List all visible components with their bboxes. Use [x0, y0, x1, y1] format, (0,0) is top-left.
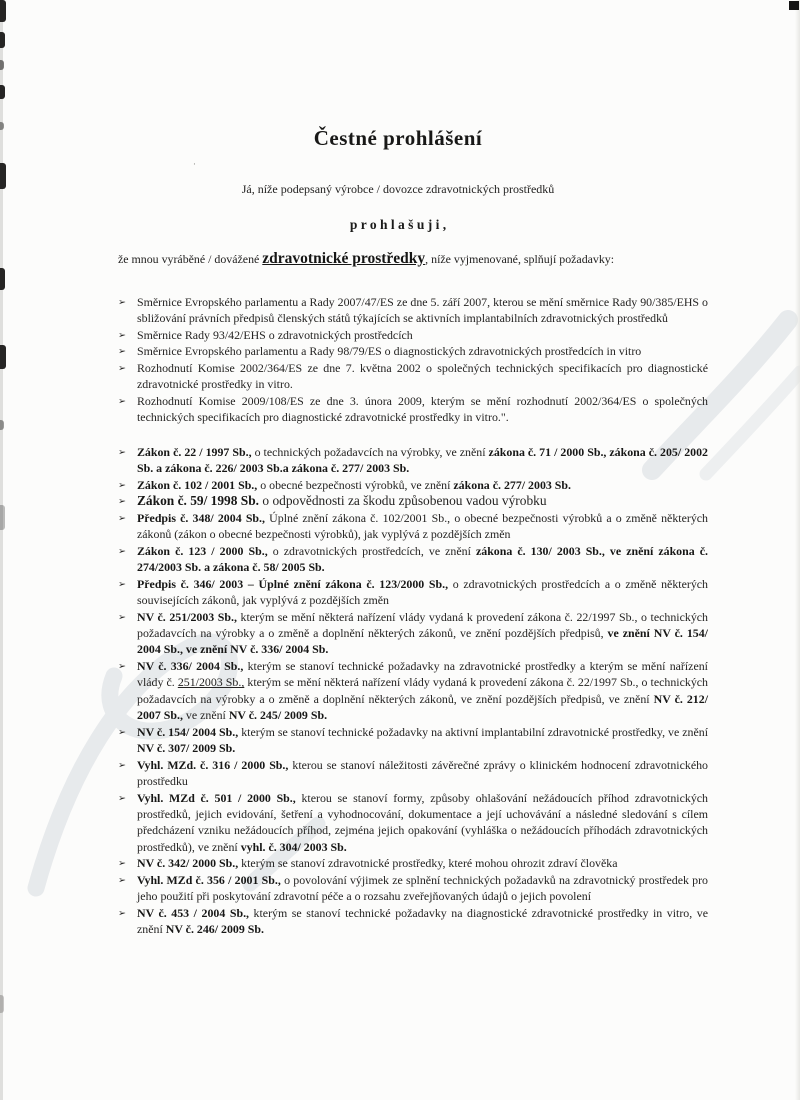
list-item [118, 393, 708, 426]
list-item-text: Vyhl. MZd. č. 316 / 2000 Sb., [137, 757, 289, 772]
bullet-arrow-icon: ➢ [118, 578, 126, 590]
list-item-text: kterým se stanoví technické požadavky na aktivní implantabilní zdravotnické prostředky, ve znění [238, 724, 709, 739]
list-item-text: o zdravotnických prostředcích a o změně některých souvisejících zákonů, jak vyplývá z pozdějších změn [137, 576, 708, 608]
list-item-text: Vyhl. MZd č. 501 / 2000 Sb., [137, 790, 296, 805]
intro-line: Já, níže podepsaný výrobce / dovozce zdravotnických prostředků [241, 182, 555, 196]
list-item [118, 790, 708, 856]
list-item [118, 343, 708, 359]
scan-artifact [0, 32, 5, 48]
list-item-text: NV č. 245/ 2009 Sb. [228, 708, 328, 723]
lead-in-emphasis: zdravotnické prostředky [262, 250, 426, 267]
bullet-arrow-icon: ➢ [118, 858, 126, 870]
bullet-arrow-icon: ➢ [118, 660, 126, 672]
bullet-arrow-icon: ➢ [118, 874, 126, 886]
bullet-arrow-icon: ➢ [118, 346, 126, 358]
list-item-text: Vyhl. MZd č. 356 / 2001 Sb., [137, 872, 281, 887]
scan-artifact [0, 85, 5, 99]
bullet-arrow-icon: ➢ [118, 297, 126, 308]
list-item-text: NV č. 154/ 2004 Sb., [137, 724, 239, 739]
list-item-text: kterým se stanoví technické požadavky na zdravotnické prostředky a kterým se mění nařízení vlády č. [137, 658, 708, 690]
scan-speck: · [193, 160, 196, 170]
list-item [118, 510, 708, 543]
bullet-arrow-icon: ➢ [118, 512, 126, 524]
list-item [118, 757, 708, 790]
bullet-arrow-icon: ➢ [118, 545, 126, 557]
bullet-arrow-icon: ➢ [118, 479, 126, 491]
list-item-text: 251/2003 Sb., [177, 675, 245, 690]
bullet-arrow-icon: ➢ [118, 792, 126, 804]
list-item-text: Směrnice Evropského parlamentu a Rady 2007/47/ES ze dne 5. září 2007, kterou se mění směrnice Rady 90/385/EHS o sbližování právních předpisů členských států týkajících se aktivních implantabilních zdravotnických prostředků [137, 295, 708, 326]
list-item-text: zákona č. 277/ 2003 Sb. [453, 477, 572, 492]
list-item-text: NV č. 336/ 2004 Sb., [137, 658, 244, 673]
list-item-text: kterým se mění některá nařízení vlády vydaná k provedení zákona č. 22/1997 Sb., o technických požadavcích na výrobky a o změně a doplnění některých zákonů, ve znění pozdějších předpisů, [137, 609, 708, 640]
list-item [118, 543, 708, 576]
list-item-text: Předpis č. 348/ 2004 Sb., [137, 510, 265, 525]
national-laws-list [118, 444, 708, 938]
list-item-text: Zákon č. 22 / 1997 Sb., [137, 445, 252, 459]
scan-artifact [0, 345, 6, 369]
list-item [118, 872, 708, 905]
scan-artifact [0, 163, 6, 189]
list-item-text: o obecné bezpečnosti výrobků, ve znění [257, 477, 454, 492]
bullet-arrow-icon: ➢ [118, 611, 126, 623]
list-item [118, 658, 708, 724]
list-item [118, 477, 708, 493]
declaration-word: p r o h l a š u j i , [349, 217, 447, 232]
list-item-text: o povolování výjimek ze splnění technických požadavků na zdravotnický prostředek pro jeho použití při poskytování zdravotní péče a o rozsahu zveřejňovaných údajů o jejich povolení [137, 872, 708, 904]
list-item-text: NV č. 251/2003 Sb., [137, 609, 237, 624]
list-item-text: kterou se stanoví náležitosti závěrečné zprávy o klinickém hodnocení zdravotnického prostředku [137, 757, 708, 789]
bullet-arrow-icon: ➢ [118, 395, 126, 407]
scan-artifact [0, 505, 5, 530]
list-item-text: NV č. 342/ 2000 Sb., [137, 856, 239, 871]
list-item [118, 905, 708, 938]
eu-directives-list [118, 294, 708, 426]
scan-edge-shadow [795, 0, 800, 1100]
list-item [118, 609, 708, 658]
list-item-text: ve znění NV č. 154/ 2004 Sb., ve znění NV č. 336/ 2004 Sb. [137, 625, 708, 657]
list-item-text: kterým se stanoví zdravotnické prostředky, které mohou ohrozit zdraví člověka [238, 856, 618, 871]
requirements-lead-in [118, 250, 708, 268]
scan-artifact [0, 60, 4, 70]
scan-artifact [0, 122, 4, 130]
list-item-text: ve znění [182, 708, 229, 723]
list-item-text: zákona č. 71 / 2000 Sb., zákona č. 205/ 2002 Sb. a zákona č. 226/ 2003 Sb.a zákona č. 277/ 2003 Sb. [137, 445, 708, 476]
list-item-text: Zákon č. 59/ 1998 Sb. [137, 493, 260, 509]
bullet-arrow-icon: ➢ [118, 726, 126, 738]
list-item [118, 576, 708, 609]
list-item-text: Směrnice Rady 93/42/EHS o zdravotnických prostředcích [137, 327, 413, 342]
list-item-text: NV č. 212/ 2007 Sb., [137, 691, 708, 723]
list-item-text: o technických požadavcích na výrobky, ve znění [251, 445, 489, 459]
bullet-arrow-icon: ➢ [118, 759, 126, 771]
bullet-arrow-icon: ➢ [118, 329, 126, 341]
scan-corner-mark [789, 1, 799, 10]
lead-in-prefix: že mnou vyráběné / dovážené [118, 252, 263, 266]
list-item-text: NV č. 307/ 2009 Sb. [137, 741, 236, 756]
list-item [118, 493, 708, 509]
scan-artifact [0, 995, 4, 1013]
list-item-text: Směrnice Evropského parlamentu a Rady 98/79/ES o diagnostických zdravotnických prostředcích in vitro [137, 344, 642, 359]
list-item [118, 444, 708, 477]
lead-in-suffix: , níže vyjmenované, splňují požadavky: [425, 252, 615, 266]
list-item [118, 360, 708, 393]
list-item-text: kterým se stanoví technické požadavky na diagnostické zdravotnické prostředky in vitro, ve znění [137, 905, 708, 937]
bullet-arrow-icon: ➢ [118, 907, 126, 919]
bullet-arrow-icon: ➢ [118, 496, 126, 508]
scan-artifact [0, 0, 6, 22]
scan-artifact [0, 268, 5, 290]
list-item-text: Předpis č. 346/ 2003 – Úplné znění zákona č. 123/2000 Sb., [137, 576, 449, 591]
bullet-arrow-icon: ➢ [118, 362, 126, 374]
list-item-text: o zdravotnických prostředcích, ve znění [267, 543, 476, 558]
bullet-arrow-icon: ➢ [118, 447, 126, 458]
list-item-text: kterou se stanoví formy, způsoby ohlašování nežádoucích příhod zdravotnických prostředků, jejich evidování, šetření a vyhodnocování, dokumentace a její uchovávání a následné sledování s cílem předcházení vzniku nežádoucích příhod, zejména jejich opakování (vyhláška o nežádoucích příhodách zdravotnických prostředků), ve znění [137, 790, 708, 854]
list-item-text: kterým se mění některá nařízení vlády vydaná k provedení zákona č. 22/1997 Sb., o technických požadavcích na výrobky a o změně a doplnění některých zákonů, ve znění pozdějších předpisů, ve znění [137, 675, 708, 706]
list-item-text: Rozhodnutí Komise 2009/108/ES ze dne 3. února 2009, kterým se mění rozhodnutí 2002/364/ES o společných technických specifikacích pro diagnostické zdravotnické prostředky in vitro.". [137, 393, 708, 425]
list-item [118, 855, 708, 871]
list-item-text: Zákon č. 123 / 2000 Sb., [137, 543, 268, 558]
list-item-text: NV č. 246/ 2009 Sb. [165, 922, 264, 937]
list-item-text: zákona č. 130/ 2003 Sb., ve znění zákona č. 274/2003 Sb. a zákona č. 58/ 2005 Sb. [137, 543, 708, 575]
list-item-text: o odpovědnosti za škodu způsobenou vadou výrobku [259, 493, 547, 509]
list-item-text: NV č. 453 / 2004 Sb., [137, 905, 250, 920]
list-item [118, 294, 708, 327]
scan-artifact [0, 420, 4, 430]
list-item-text: Zákon č. 102 / 2001 Sb., [137, 477, 258, 492]
list-item-text: vyhl. č. 304/ 2003 Sb. [240, 839, 347, 854]
list-item-text: Rozhodnutí Komise 2002/364/ES ze dne 7. května 2002 o společných technických specifikacích pro diagnostické zdravotnické prostředky in vitro. [137, 360, 708, 392]
list-item [118, 327, 708, 343]
list-item [118, 724, 708, 757]
document-title: Čestné prohlášení [313, 126, 483, 150]
list-item-text: Úplné znění zákona č. 102/2001 Sb., o obecné bezpečnosti výrobků a o změně některých zákonů (zákon o obecné bezpečnosti výrobků), jak vyplývá z pozdějších změn [137, 510, 708, 542]
